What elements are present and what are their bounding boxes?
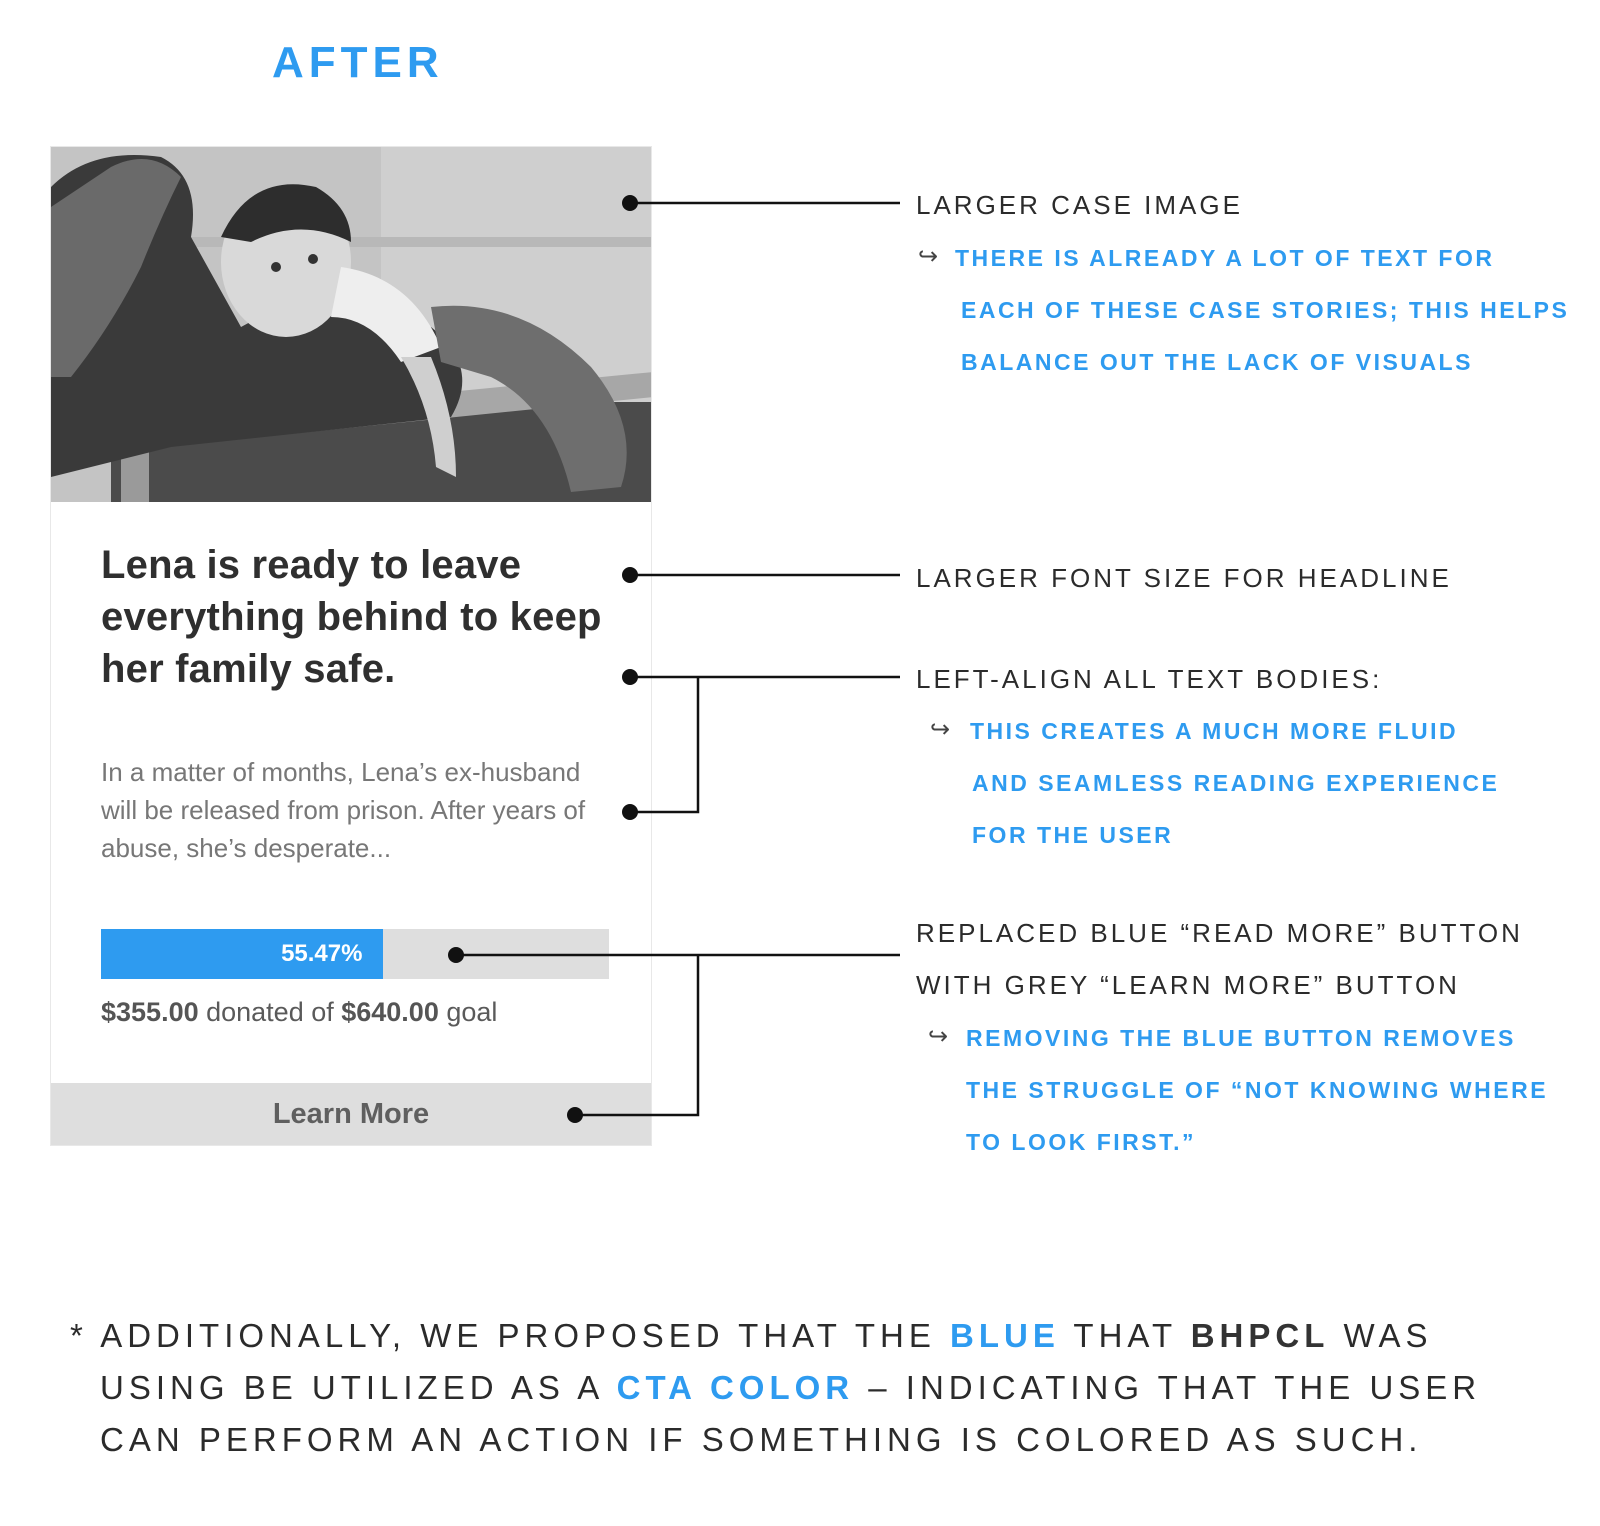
footnote-text: WAS (1329, 1317, 1433, 1354)
footnote (70, 1310, 1590, 1466)
annotation-align-note-1: THIS CREATES A MUCH MORE FLUID (970, 718, 1459, 744)
annotation-image-note-2: EACH OF THESE CASE STORIES; THIS HELPS (961, 297, 1570, 323)
footnote-text: THAT (1059, 1317, 1191, 1354)
annotation-button-note-1: REMOVING THE BLUE BUTTON REMOVES (966, 1025, 1516, 1051)
annotation-align-note-3: FOR THE USER (972, 822, 1174, 848)
annotation-button-heading-2: WITH GREY “LEARN MORE” BUTTON (916, 970, 1460, 1000)
connector-dot (622, 567, 638, 583)
connector-dot (622, 804, 638, 820)
progress-percentage: 55.47% (281, 940, 363, 967)
footnote-line-3: CAN PERFORM AN ACTION IF SOMETHING IS COLORED AS SUCH. (100, 1421, 1423, 1458)
annotation-align-heading: LEFT-ALIGN ALL TEXT BODIES: (916, 664, 1383, 694)
annotation-button-note-2: THE STRUGGLE OF “NOT KNOWING WHERE (966, 1077, 1549, 1103)
footnote-line-2 (70, 1362, 1590, 1414)
annotation-button-heading-1: REPLACED BLUE “READ MORE” BUTTON (916, 918, 1523, 948)
footnote-star: * (70, 1317, 88, 1354)
annotation-image-heading: LARGER CASE IMAGE (916, 190, 1243, 220)
return-arrow-icon: ↪ (930, 716, 951, 743)
annotation-image-note-1: THERE IS ALREADY A LOT OF TEXT FOR (955, 245, 1495, 271)
footnote-text: – INDICATING THAT THE USER (854, 1369, 1482, 1406)
return-arrow-icon: ↪ (928, 1023, 949, 1050)
donated-text: donated of (198, 997, 342, 1027)
annotation-align-note-2: AND SEAMLESS READING EXPERIENCE (972, 770, 1500, 796)
footnote-text: ADDITIONALLY, WE PROPOSED THAT THE (87, 1317, 951, 1354)
footnote-cta-color: CTA COLOR (616, 1369, 855, 1406)
case-body-text: In a matter of months, Lena’s ex-husband will be released from prison. After years of abuse, she’s desperate... (101, 757, 586, 863)
connector-dot (567, 1107, 583, 1123)
connector-dot (622, 195, 638, 211)
donated-amount: $355.00 (101, 997, 199, 1027)
learn-more-button[interactable]: Learn More (51, 1083, 651, 1145)
goal-text: goal (438, 997, 498, 1027)
footnote-line-1 (70, 1310, 1590, 1362)
return-arrow-icon: ↪ (918, 243, 939, 270)
annotation-headline-heading: LARGER FONT SIZE FOR HEADLINE (916, 563, 1452, 593)
annotation-image-note-3: BALANCE OUT THE LACK OF VISUALS (961, 349, 1473, 375)
connector-dot (622, 669, 638, 685)
page-title: AFTER (272, 38, 444, 87)
footnote-blue: BLUE (950, 1317, 1060, 1354)
case-headline: Lena is ready to leave everything behind to keep her family safe. (101, 543, 602, 691)
connector-dot (448, 947, 464, 963)
goal-amount: $640.00 (341, 997, 439, 1027)
footnote-text: USING BE UTILIZED AS A (100, 1369, 617, 1406)
footnote-bhpcl: BHPCL (1190, 1317, 1330, 1354)
annotation-button-note-3: TO LOOK FIRST.” (966, 1129, 1197, 1155)
